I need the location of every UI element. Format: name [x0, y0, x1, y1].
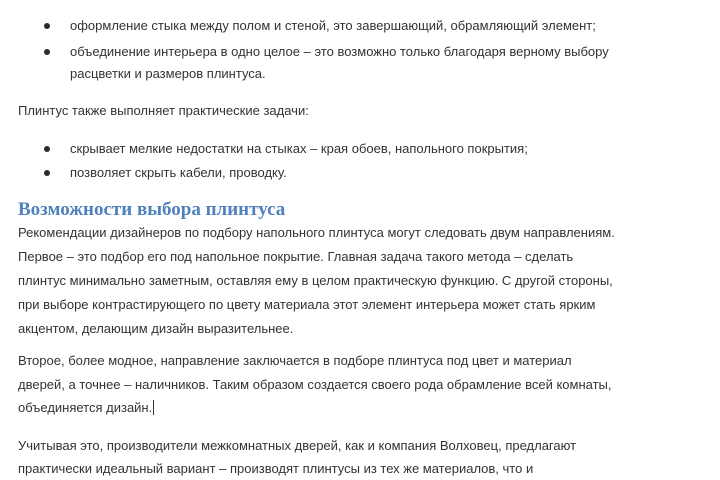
- paragraph-line: при выборе контрастирующего по цвету материала этот элемент интерьера может стать ярким: [18, 297, 596, 312]
- paragraph-line: Первое – это подбор его под напольное покрытие. Главная задача такого метода – сделать: [18, 249, 574, 264]
- list-item: позволяет скрыть кабели, проводку.: [70, 165, 287, 180]
- paragraph-line[interactable]: [18, 397, 154, 419]
- paragraph-line: Учитывая это, производители межкомнатных дверей, как и компания Волховец, предлагают: [18, 438, 577, 453]
- paragraph-line: Рекомендации дизайнеров по подбору напольного плинтуса могут следовать двум направлениям.: [18, 225, 615, 240]
- bullet-icon: [44, 49, 50, 55]
- paragraph-line: плинтус минимально заметным, оставляя ему в целом практическую функцию. С другой стороны,: [18, 273, 613, 288]
- paragraph-line: акцентом, делающим дизайн выразительнее.: [18, 321, 294, 336]
- bullet-icon: [44, 23, 50, 29]
- paragraph-intro: Плинтус также выполняет практические задачи:: [18, 103, 309, 118]
- bullet-icon: [44, 170, 50, 176]
- text-cursor: [153, 400, 154, 415]
- list-item: скрывает мелкие недостатки на стыках – края обоев, напольного покрытия;: [70, 141, 528, 156]
- list-item: объединение интерьера в одно целое – это возможно только благодаря верному выбору: [70, 44, 609, 59]
- list-item-continuation: расцветки и размеров плинтуса.: [70, 66, 266, 81]
- list-item: оформление стыка между полом и стеной, это завершающий, обрамляющий элемент;: [70, 18, 596, 33]
- section-heading: Возможности выбора плинтуса: [18, 199, 286, 220]
- paragraph-line-text: объединяется дизайн.: [18, 400, 153, 415]
- paragraph-line: Второе, более модное, направление заключается в подборе плинтуса под цвет и материал: [18, 353, 572, 368]
- paragraph-line: практически идеальный вариант – производят плинтусы из тех же материалов, что и: [18, 461, 534, 476]
- bullet-icon: [44, 146, 50, 152]
- paragraph-line: дверей, а точнее – наличников. Таким образом создается своего рода обрамление всей комнаты,: [18, 377, 612, 392]
